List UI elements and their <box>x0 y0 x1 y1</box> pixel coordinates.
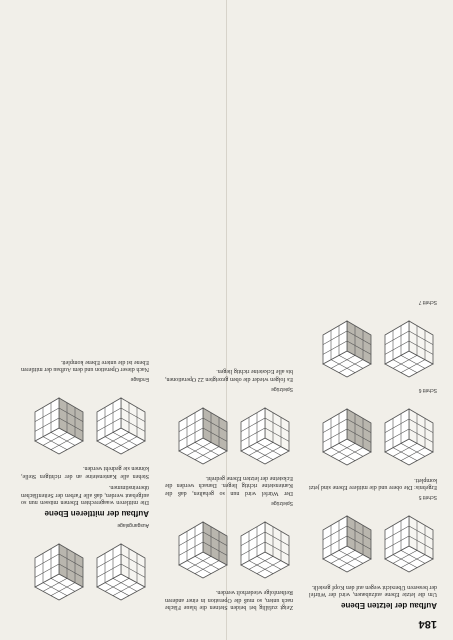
paragraph: Stehen alle Kantensteine an der richtigen Stelle, können sie gedreht werden. <box>21 465 149 479</box>
cube-figure <box>317 311 437 383</box>
cube-figure <box>173 512 293 584</box>
cube-diagram <box>381 405 437 467</box>
section-heading-last-layer: Aufbau der letzten Ebene <box>340 601 437 610</box>
cube-figure <box>173 398 293 470</box>
figure-caption: Schritt 5 <box>418 494 437 501</box>
cube-diagram <box>381 512 437 574</box>
cube-diagram <box>93 394 149 456</box>
paragraph: Zeigt zufällig bei beiden Steinen die blaue Fläche nach unten, so muß die Operation in einer anderen Reihenfolge wiederholt werden. <box>165 589 293 610</box>
cube-diagram <box>175 518 231 580</box>
paragraph: Es folgen wieder die oben gezeigten 22 Operationen, bis alle Ecksteine richtig liegen. <box>165 368 293 382</box>
figure-caption: Spielzüge <box>271 499 293 506</box>
cube-diagram <box>237 518 293 580</box>
cube-diagram <box>319 317 375 379</box>
paragraph: Ergebnis: Die obere und die mittlere Ebene sind jetzt komplett. <box>309 476 437 491</box>
figure-caption: Schritt 6 <box>418 387 437 394</box>
cube-diagram <box>93 540 149 602</box>
section-heading-middle-layer: Aufbau der mittleren Ebene <box>44 509 149 518</box>
cube-figure <box>317 399 437 471</box>
cube-diagram <box>381 317 437 379</box>
cube-figure <box>29 534 149 606</box>
cube-figure <box>317 506 437 578</box>
cube-figure <box>29 388 149 460</box>
page-number: 184 <box>418 618 437 630</box>
cube-diagram <box>237 404 293 466</box>
cube-diagram <box>31 394 87 456</box>
cube-diagram <box>319 512 375 574</box>
text-column-right <box>21 10 149 610</box>
paragraph: Nach dieser Operation und dem Aufbau der mittleren Ebene ist die untere Ebene komplett. <box>21 358 149 372</box>
figure-caption: Schritt 7 <box>418 299 437 306</box>
cube-diagram <box>319 405 375 467</box>
text-column-left <box>309 10 437 610</box>
figure-caption: Endlage <box>130 375 149 382</box>
figure-caption: Ausgangslage <box>117 522 149 528</box>
cube-diagram <box>31 540 87 602</box>
paragraph: Die mittleren waagerechten Ebenen müssen nun so aufgebaut werden, daß alle Farben der Seitenflächen übereinstimmen. <box>21 484 149 505</box>
text-column-middle <box>165 10 293 610</box>
paragraph: Der Würfel wird nun so gehalten, daß die Kantensteine richtig liegen. Danach werden die Ecksteine der letzten Ebene gedreht. <box>165 474 293 496</box>
figure-caption: Spielzüge <box>271 385 293 392</box>
cube-diagram <box>175 404 231 466</box>
paragraph: Um die letzte Ebene aufzubauen, wird der Würfel der besseren Übersicht wegen auf den Kopf gestellt. <box>309 583 437 597</box>
